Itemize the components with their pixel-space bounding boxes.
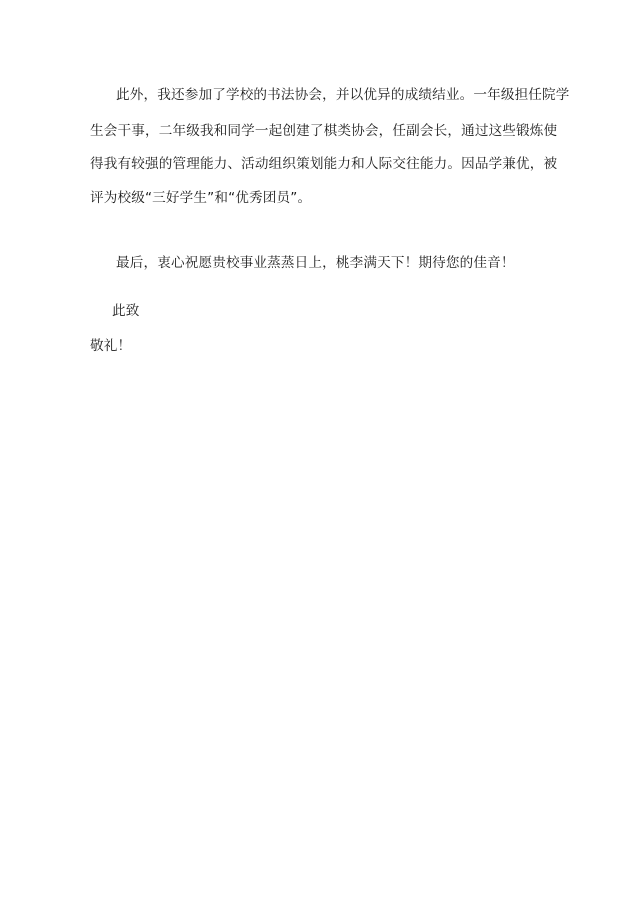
- closing-salutation: 此致: [112, 303, 140, 319]
- closing-regards: 敬礼！: [90, 338, 132, 354]
- paragraph-wishes: 最后，衷心祝愿贵校事业蒸蒸日上，桃李满天下！期待您的佳音！: [116, 255, 515, 271]
- paragraph-activities-line-4: 评为校级“三好学生”和“优秀团员”。: [90, 190, 312, 206]
- paragraph-activities-line-3: 得我有较强的管理能力、活动组织策划能力和人际交往能力。因品学兼优，被: [90, 156, 558, 172]
- paragraph-activities-line-2: 生会干事，二年级我和同学一起创建了棋类协会，任副会长，通过这些锻炼使: [90, 123, 558, 139]
- paragraph-activities-line-1: 此外，我还参加了学校的书法协会，并以优异的成绩结业。一年级担任院学: [116, 87, 570, 103]
